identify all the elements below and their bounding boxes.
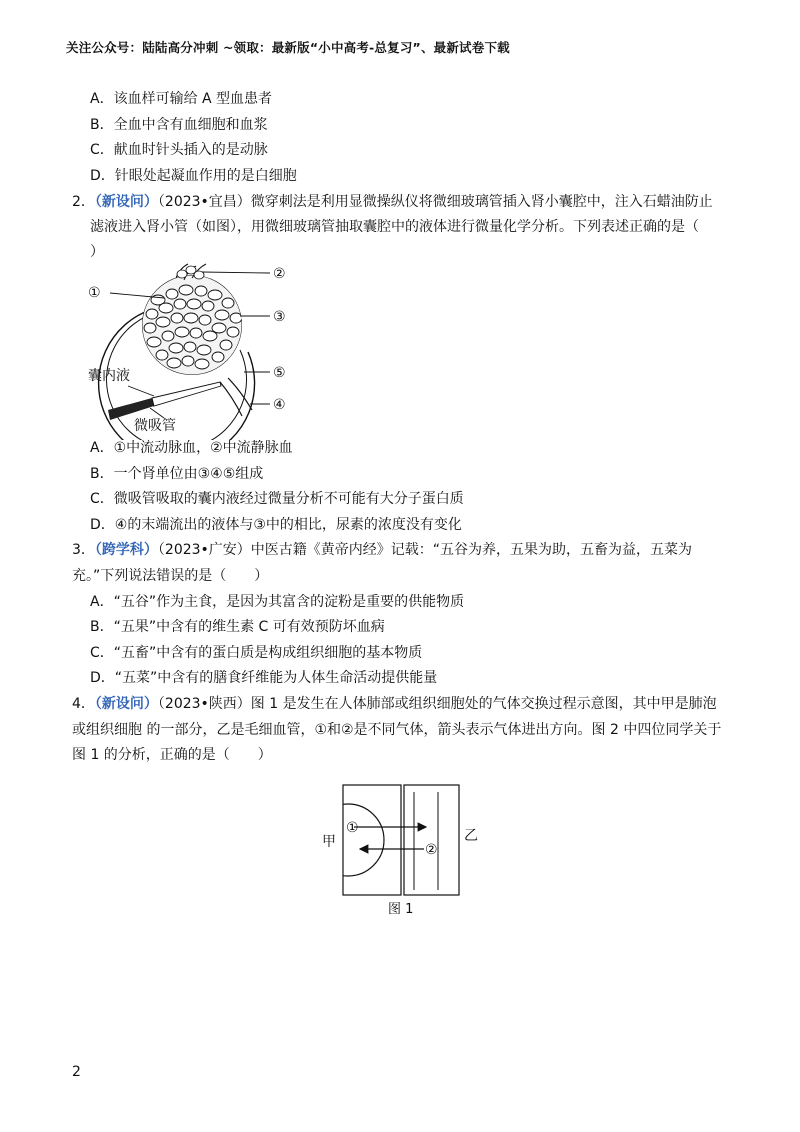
- q1-option-d: D．针眼处起凝血作用的是白细胞: [90, 168, 297, 184]
- q2-option-d: D．④的末端流出的液体与③中的相比，尿素的浓度没有变化: [90, 517, 462, 533]
- q3-option-d: D．“五菜”中含有的膳食纤维能为人体生命活动提供能量: [90, 670, 438, 686]
- q4-text1: （2023•陕西）图 1 是发生在人体肺部或组织细胞处的气体交换过程示意图，其中甲是肺泡: [157, 696, 717, 712]
- q3-stem-line1: [72, 541, 692, 559]
- label-2: ②: [273, 266, 286, 282]
- kidney-nephron-figure: [80, 260, 310, 440]
- yi-box: [404, 785, 459, 895]
- q2-option-c: C．微吸管吸取的囊内液经过微量分析不可能有大分子蛋白质: [90, 491, 464, 507]
- q4-stem-line3: 图 1 的分析，正确的是（ ）: [72, 747, 272, 763]
- q2-stem-line1: [72, 193, 713, 211]
- q3-option-b: B．“五果”中含有的维生素 C 可有效预防坏血病: [90, 619, 385, 635]
- label-1: ①: [88, 285, 101, 301]
- gas-exchange-figure: [310, 780, 490, 920]
- yi-label: 乙: [464, 828, 478, 844]
- label-5: ⑤: [273, 365, 286, 381]
- q2-option-b: B．一个肾单位由③④⑤组成: [90, 466, 264, 482]
- jia-label: 甲: [322, 834, 336, 850]
- figure-1-caption: 图 1: [388, 902, 414, 917]
- q2-tag: （新设问）: [94, 194, 158, 210]
- jia-box: [343, 785, 401, 895]
- q1-option-c: C．献血时针头插入的是动脉: [90, 142, 268, 158]
- q4-stem-line1: [72, 695, 717, 713]
- label-4: ④: [273, 397, 286, 413]
- label-nangneiye: 囊内液: [88, 368, 130, 384]
- q3-option-c: C．“五畜”中含有的蛋白质是构成组织细胞的基本物质: [90, 645, 423, 661]
- q3-tag: （跨学科）: [94, 542, 158, 558]
- gas-2-label: ②: [425, 842, 438, 858]
- q2-number: 2．: [72, 194, 95, 210]
- page-header: 关注公众号：陆陆高分冲刺 ~领取：最新版“小中高考-总复习”、最新试卷下载: [66, 40, 510, 55]
- micropipette: [108, 382, 221, 420]
- q4-stem-line2: 或组织细胞 的一部分，乙是毛细血管，①和②是不同气体，箭头表示气体进出方向。图 2 中四位同学关于: [72, 722, 722, 738]
- q3-text1: （2023•广安）中医古籍《黄帝内经》记载：“五谷为养，五果为助，五畜为益，五菜为: [157, 542, 693, 558]
- q1-option-a: A．该血样可输给 A 型血患者: [90, 91, 273, 107]
- q2-option-a: A．①中流动脉血，②中流静脉血: [90, 440, 293, 456]
- gas-1-label: ①: [346, 820, 359, 836]
- q4-tag: （新设问）: [94, 696, 158, 712]
- q3-option-a: A．“五谷”作为主食，是因为其富含的淀粉是重要的供能物质: [90, 594, 465, 610]
- q2-text1: （2023•宜昌）微穿刺法是利用显微操纵仪将微细玻璃管插入肾小囊腔中，注入石蜡油防止: [157, 194, 713, 210]
- label-3: ③: [273, 309, 286, 325]
- q3-number: 3．: [72, 542, 95, 558]
- glomerulus: [142, 275, 242, 375]
- q3-stem-line2: 充。”下列说法错误的是（ ）: [72, 568, 269, 584]
- q2-stem-line2: 滤液进入肾小管（如图），用微细玻璃管抽取囊腔中的液体进行微量化学分析。下列表述正确的是（: [90, 219, 699, 235]
- label-weixiguan: 微吸管: [134, 418, 176, 434]
- renal-tubule: [228, 378, 252, 410]
- q2-stem-line3: ）: [90, 244, 104, 260]
- page-number: 2: [72, 1064, 81, 1080]
- q1-option-b: B．全血中含有血细胞和血浆: [90, 117, 268, 133]
- q4-number: 4．: [72, 696, 95, 712]
